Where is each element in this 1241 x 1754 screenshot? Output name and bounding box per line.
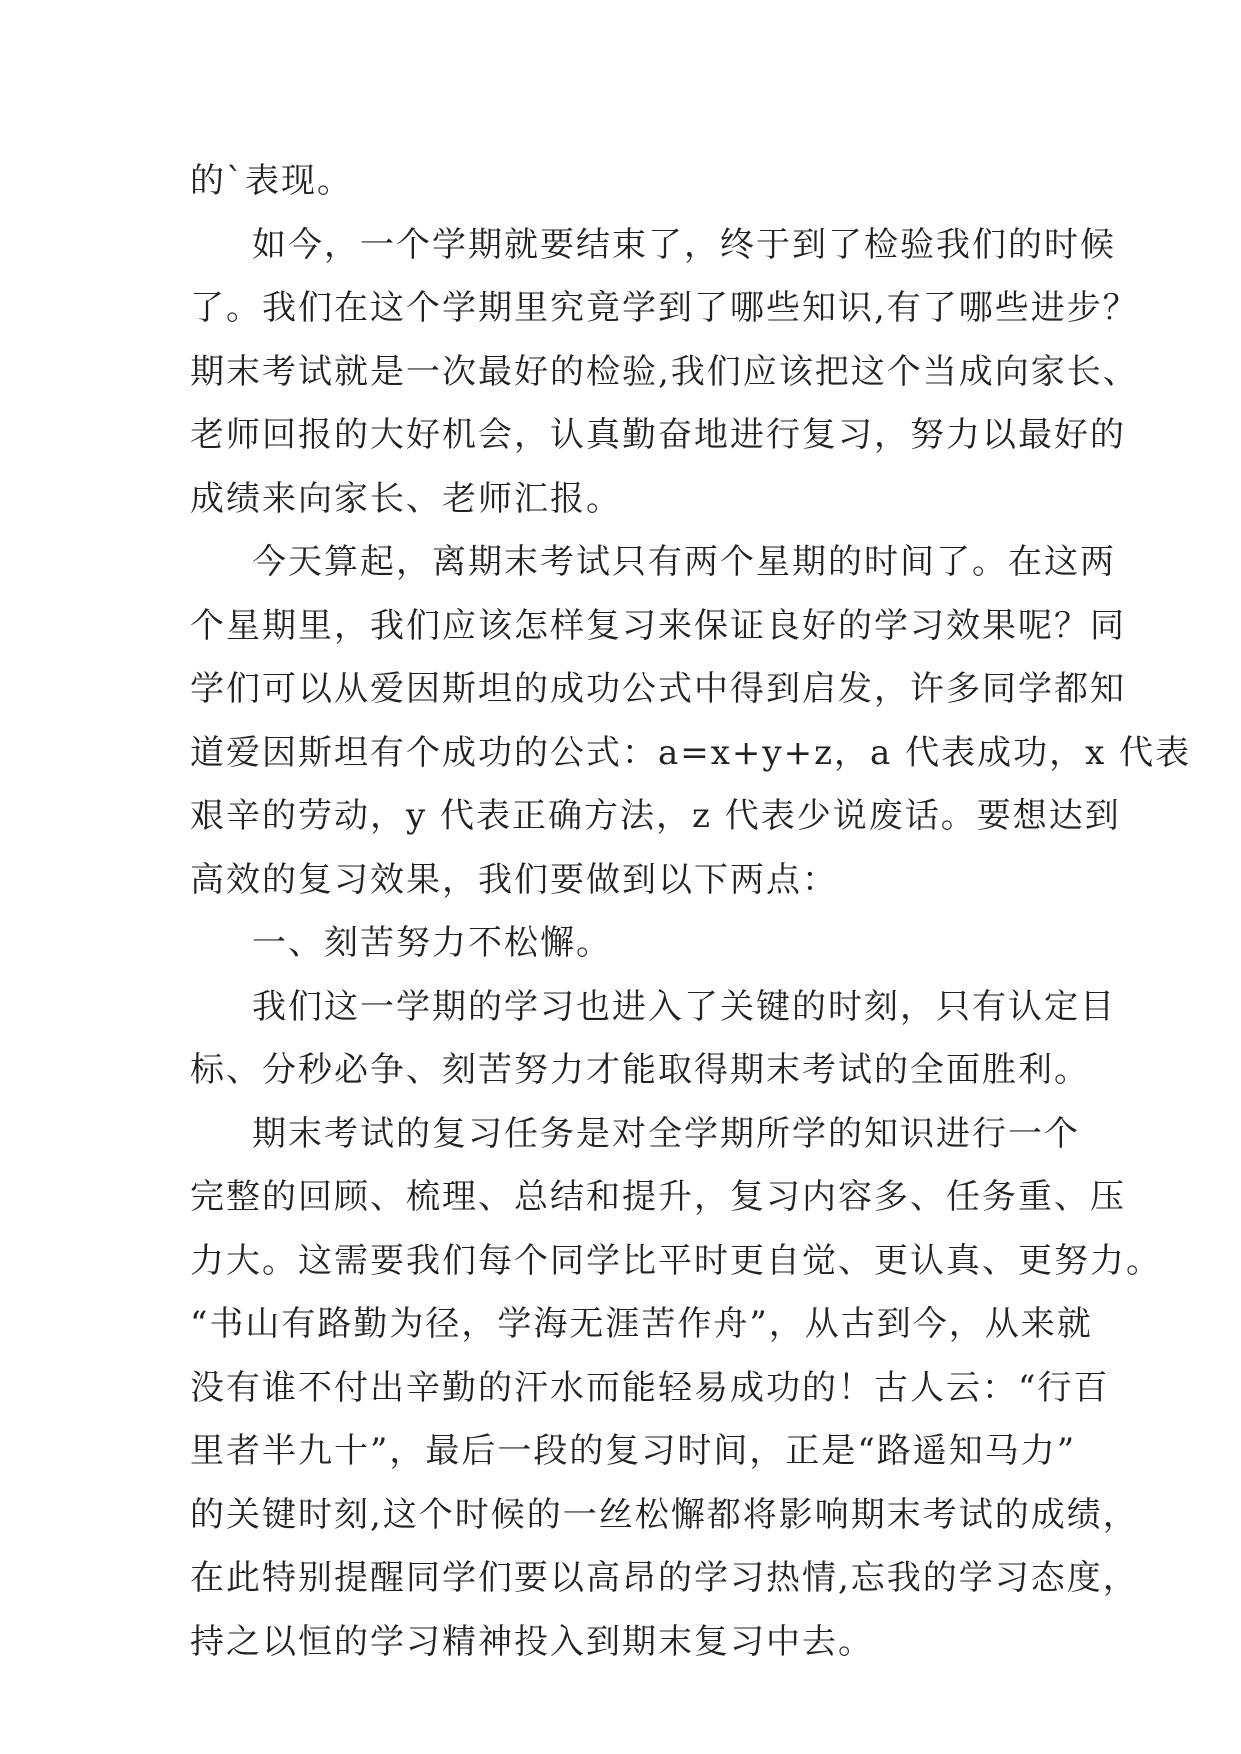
text-line: 完整的回顾、梳理、总结和提升，复习内容多、任务重、压	[190, 1177, 1126, 1217]
text-line: 没有谁不付出辛勤的汗水而能轻易成功的！古人云：“行百	[190, 1367, 1110, 1408]
text-line: 成绩来向家长、老师汇报。	[190, 478, 622, 519]
text-line: 力大。这需要我们每个同学比平时更自觉、更认真、更努力。	[190, 1240, 1162, 1281]
text-line: 了。我们在这个学期里究竟学到了哪些知识,有了哪些进步？	[190, 288, 1139, 328]
text-line: 的关键时刻,这个时候的一丝松懈都将影响期末考试的成绩，	[190, 1494, 1139, 1535]
paragraph-start-line: 我们这一学期的学习也进入了关键的时刻，只有认定目	[252, 986, 1116, 1027]
text-line: 的`表现。	[190, 161, 353, 201]
text-line: 在此特别提醒同学们要以高昂的学习热情,忘我的学习态度，	[190, 1558, 1139, 1598]
text-line: 持之以恒的学习精神投入到期末复习中去。	[190, 1621, 874, 1662]
text-line: 学们可以从爱因斯坦的成功公式中得到启发，许多同学都知	[190, 669, 1126, 709]
text-line: 个星期里，我们应该怎样复习来保证良好的学习效果呢？同	[190, 605, 1126, 646]
text-line: 高效的复习效果，我们要做到以下两点：	[190, 859, 838, 900]
text-line: “书山有路勤为径，学海无涯苦作舟”，从古到今，从来就	[190, 1304, 1093, 1344]
text-line: 里者半九十”，最后一段的复习时间，正是“路遥知马力”	[190, 1431, 1077, 1471]
body-text	[190, 150, 1192, 1674]
text-line: 道爱因斯坦有个成功的公式：a=x+y+z，a 代表成功，x 代表	[190, 732, 1192, 773]
text-line: 艰辛的劳动，y 代表正确方法，z 代表少说废话。要想达到	[190, 796, 1121, 836]
text-line: 期末考试就是一次最好的检验,我们应该把这个当成向家长、	[190, 351, 1139, 392]
text-line: 标、分秒必争、刻苦努力才能取得期末考试的全面胜利。	[190, 1050, 1090, 1090]
paragraph-start-line: 期末考试的复习任务是对全学期所学的知识进行一个	[252, 1113, 1080, 1154]
paragraph-start-line: 今天算起，离期末考试只有两个星期的时间了。在这两	[252, 542, 1116, 582]
text-line: 老师回报的大好机会，认真勤奋地进行复习，努力以最好的	[190, 415, 1126, 455]
paragraph-start-line: 如今，一个学期就要结束了，终于到了检验我们的时候	[252, 224, 1116, 265]
section-heading: 一、刻苦努力不松懈。	[252, 923, 612, 963]
